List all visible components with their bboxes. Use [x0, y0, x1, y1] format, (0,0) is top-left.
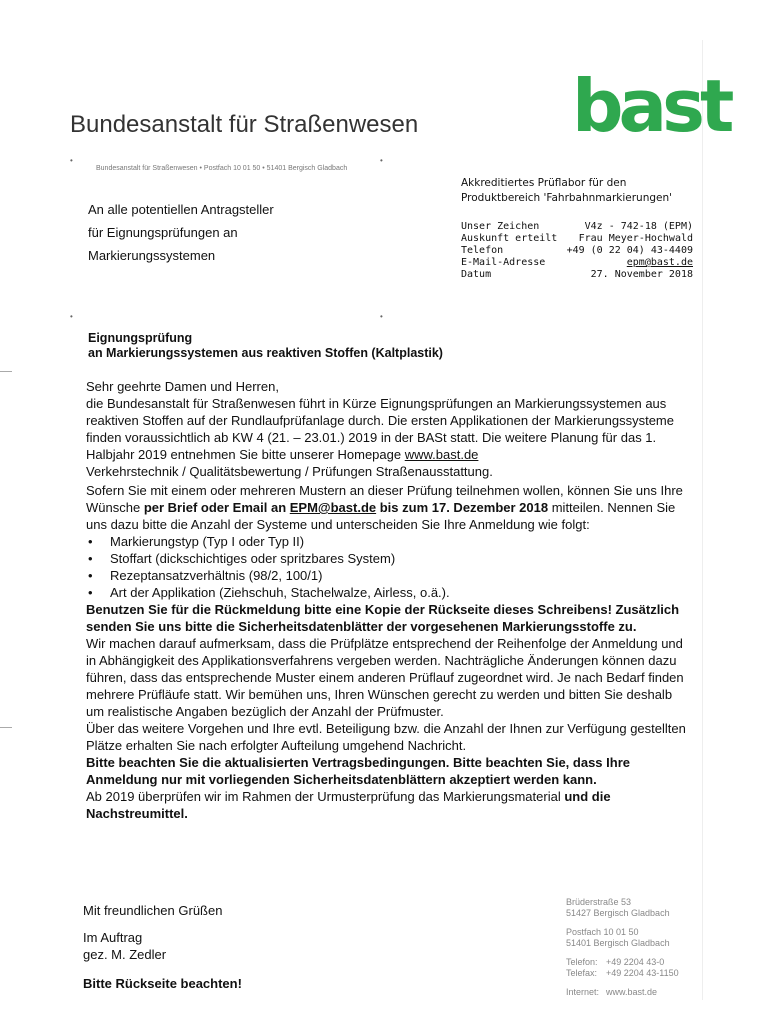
reference-row — [461, 269, 693, 281]
footer-web-row — [566, 987, 679, 998]
corner-mark: • — [70, 312, 73, 321]
paragraph: Wir machen darauf aufmerksam, dass die Prüfplätze entsprechend der Reihenfolge der Anmeldung und in Abhängigkeit des Applikationsverfahrens vergeben werden. Nachträgliche Änderungen können dazu führen, dass das entsprechende Muster einem anderen Prüflauf zugeordnet wird. Je nach Bedarf finden mehrere Prüfläufe statt. Wir bemühen uns, Ihren Wünschen gerecht zu werden und bitten Sie deshalb um realistische Angaben bezüglich der Anzahl der Prüfmuster. — [86, 636, 684, 719]
paragraph-text: mitteilen. Nennen Sie uns dazu bitte die Anzahl der Systeme und unterscheiden Sie Ihre Anmeldung wie folgt: — [86, 500, 676, 532]
letter-body — [86, 378, 691, 822]
page-margin-line — [702, 40, 703, 1000]
letter-subject — [88, 331, 443, 361]
reference-block — [461, 221, 693, 281]
lab-info — [461, 176, 672, 205]
paragraph — [86, 395, 691, 480]
salutation: Sehr geehrte Damen und Herren, — [86, 379, 279, 394]
paragraph-text: Verkehrstechnik / Qualitätsbewertung / Prüfungen Straßenausstattung. — [86, 464, 493, 479]
bast-logo: bast — [572, 64, 730, 148]
bullet-list — [86, 533, 691, 601]
reference-row — [461, 221, 693, 233]
phone-value: +49 2204 43-0 — [606, 957, 665, 967]
footer-address — [566, 897, 679, 998]
bold-notice: Bitte beachten Sie die aktualisierten Vertragsbedingungen. Bitte beachten Sie, dass Ihre Anmeldung nur mit vorliegenden Sicherheitsdatenblättern akzeptiert werden kann. — [86, 755, 630, 787]
paragraph-bold: per Brief oder Email an — [143, 500, 290, 515]
paragraph-text: Sofern Sie mit einem oder mehreren Mustern an dieser Prüfung teilnehmen wollen, können Sie uns Ihre Wünsche — [86, 483, 683, 515]
reverse-side-note: Bitte Rückseite beachten! — [83, 976, 242, 991]
paragraph-text: die Bundesanstalt für Straßenwesen führt in Kürze Eignungsprüfungen an Markierungssystemen aus reaktiven Stoffen auf der Rundlaufprüfanlage durch. Die ersten Applikationen der Markierungssysteme finden voraussichtlich ab KW 4 (21. – 23.01.) 2019 in der BASt statt. Die weitere Planung für das 1. Halbjahr 2019 entnehmen Sie bitte unserer Homepage — [86, 396, 674, 462]
footer-postbox: Postfach 10 01 50 — [566, 927, 639, 937]
corner-mark: • — [380, 156, 383, 165]
recipient-address — [88, 198, 274, 267]
organization-name: Bundesanstalt für Straßenwesen — [70, 111, 419, 138]
bold-notice: Benutzen Sie für die Rückmeldung bitte eine Kopie der Rückseite dieses Schreibens! Zusätzlich senden Sie uns bitte die Sicherheitsdatenblätter der vorgesehenen Markierungsstoffe zu. — [86, 602, 680, 634]
paragraph — [86, 788, 691, 822]
fax-label: Telefax: — [566, 968, 598, 978]
corner-mark: • — [380, 312, 383, 321]
list-item: • Rezeptansatzverhältnis (98/2, 100/1) — [86, 567, 691, 584]
list-item: • Art der Applikation (Ziehschuh, Stachelwalze, Airless, o.ä.). — [86, 584, 691, 601]
web-link[interactable]: www.bast.de — [606, 987, 658, 997]
fold-mark — [0, 371, 12, 372]
footer-city: 51427 Bergisch Gladbach — [566, 908, 670, 918]
reference-label: Datum — [461, 269, 492, 280]
letter-closing — [83, 902, 242, 992]
reference-label: E-Mail-Adresse — [461, 257, 546, 268]
homepage-link[interactable]: www.bast.de — [404, 447, 479, 462]
paragraph-text: Ab 2019 überprüfen wir im Rahmen der Urmusterprüfung das Markierungsmaterial — [86, 789, 565, 804]
reference-label: Auskunft erteilt — [461, 233, 558, 244]
web-label: Internet: — [566, 987, 600, 997]
corner-mark: • — [70, 156, 73, 165]
list-item: • Markierungstyp (Typ I oder Typ II) — [86, 533, 691, 550]
email-link[interactable]: EPM@bast.de — [289, 500, 377, 515]
recipient-line: Markierungssystemen — [88, 248, 216, 263]
email-link[interactable]: epm@bast.de — [626, 257, 693, 268]
fold-mark — [0, 727, 12, 728]
recipient-line: für Eignungsprüfungen an — [88, 225, 238, 240]
signature-line: gez. M. Zedler — [83, 947, 167, 962]
footer-fax-row — [566, 968, 679, 979]
reference-value: +49 (0 22 04) 43-4409 — [566, 245, 693, 256]
subject-line: an Markierungssystemen aus reaktiven Stoffen (Kaltplastik) — [88, 346, 443, 360]
signature-line: Im Auftrag — [83, 930, 143, 945]
sender-address-line: Bundesanstalt für Straßenwesen • Postfach 10 01 50 • 51401 Bergisch Gladbach — [96, 165, 348, 172]
footer-phone-row — [566, 957, 679, 968]
greeting: Mit freundlichen Grüßen — [83, 903, 223, 918]
phone-label: Telefon: — [566, 957, 598, 967]
recipient-line: An alle potentiellen Antragsteller — [88, 202, 274, 217]
reference-row — [461, 233, 693, 245]
footer-street: Brüderstraße 53 — [566, 897, 632, 907]
paragraph: Über das weitere Vorgehen und Ihre evtl. Beteiligung bzw. die Anzahl der Ihnen zur Verfügung gestellten Plätze erhalten Sie nach erfolgter Aufteilung umgehend Nachricht. — [86, 721, 686, 753]
paragraph — [86, 482, 691, 533]
footer-postcity: 51401 Bergisch Gladbach — [566, 938, 670, 948]
lab-line: Akkreditiertes Prüflabor für den — [461, 177, 627, 189]
fax-value: +49 2204 43-1150 — [606, 968, 679, 978]
deadline: bis zum 17. Dezember 2018 — [376, 500, 549, 515]
reference-value: Frau Meyer-Hochwald — [578, 233, 693, 244]
list-item: • Stoffart (dickschichtiges oder spritzbares System) — [86, 550, 691, 567]
reference-value: V4z - 742-18 (EPM) — [584, 221, 693, 232]
reference-label: Unser Zeichen — [461, 221, 540, 232]
subject-line: Eignungsprüfung — [88, 331, 193, 345]
paragraph-bold: und die Nachstreumittel. — [86, 789, 611, 821]
reference-row — [461, 245, 693, 257]
reference-row — [461, 257, 693, 269]
lab-line: Produktbereich 'Fahrbahnmarkierungen' — [461, 191, 673, 204]
reference-value: 27. November 2018 — [590, 269, 693, 280]
reference-label: Telefon — [461, 245, 504, 256]
